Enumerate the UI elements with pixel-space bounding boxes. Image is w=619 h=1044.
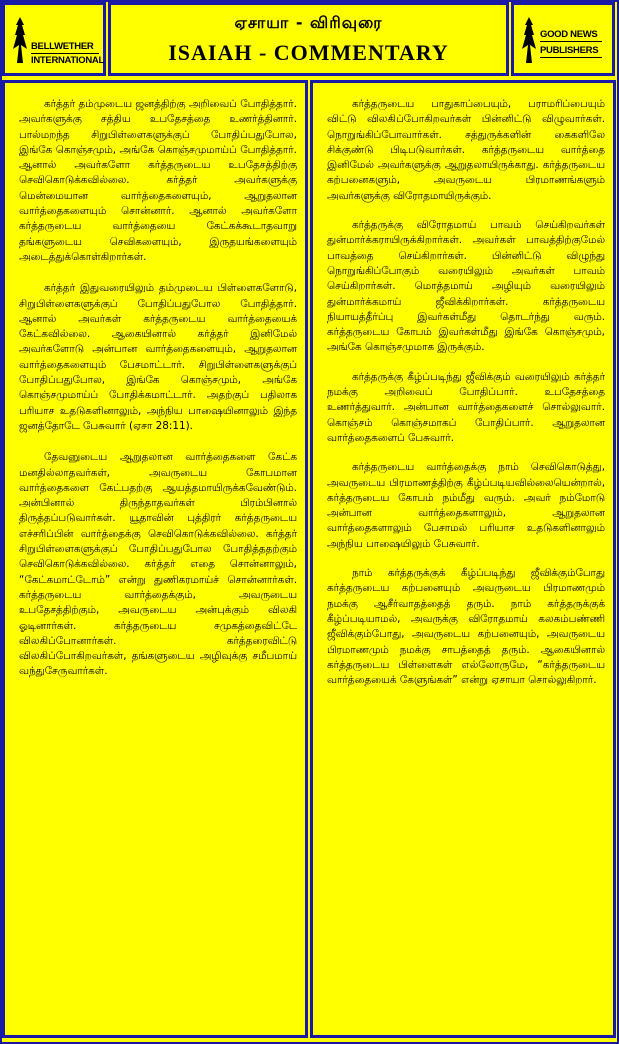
header-title-box xyxy=(108,2,509,76)
good-news-glyph-icon xyxy=(520,15,538,67)
paragraph: கர்த்தருக்கு விரோதமாய் பாவம் செய்கிறவர்கள் துன்மார்க்கராயிருக்கிறார்கள். அவர்கள் பாவத்திற்குமேல் பாவத்தை செய்கிறார்கள். பின்னிட்டு விழுந்து நொறுங்கிப்போகும் வரையிலும் அவர்கள் பாவம் செய்கிறார்கள். மொத்தமாய் அழியும் வரையிலும் துன்மார்க்கமாய் ஜீவிக்கிறார்கள். கர்த்தருடைய நியாயத்தீர்ப்பு இவர்கள்மீது தொடர்ந்து வரும். கர்த்தருடைய கோபம் இவர்கள்மீது இங்கே கொஞ்சமும், அங்கே கொஞ்சமுமாக இருக்கும். xyxy=(327,219,605,354)
good-news-line1: GOOD NEWS xyxy=(540,29,598,40)
bellwether-line2: INTERNATIONAL xyxy=(31,55,104,66)
logo-rule xyxy=(540,41,602,42)
paragraph: கர்த்தர் இதுவரையிலும் தம்முடைய பிள்ளைகளோடு, சிறுபிள்ளைகளுக்குப் போதிப்பதுபோல போதித்தார். ஆனால் அவர்கள் கர்த்தருடைய வார்த்தையைக் கேட்கவில்லை. ஆகையினால் கர்த்தர் இனிமேல் அவர்களோடு அன்பான வார்த்தைகளையும், ஆறுதலான வார்த்தைகளையும் பேசமாட்டார். சிறுபிள்ளைகளுக்குப் போதிப்பதுபோல, இங்கே கொஞ்சமும், அங்கே கொஞ்சமுமாய்ப் போதிக்கமாட்டார். அதற்குப் பதிலாக பரியாச உதடுகளினாலும், அந்நிய பாஷையினாலும் இந்த ஜனத்தோடே பேசுவார் (ஏசா 28:11). xyxy=(19,282,297,432)
left-column xyxy=(2,80,308,1038)
header-right-box xyxy=(511,2,615,76)
bellwether-logo xyxy=(11,15,104,67)
paragraph: நாம் கர்த்தருக்குக் கீழ்ப்படிந்து ஜீவிக்கும்போது கர்த்தருடைய கற்பனையும் அவருடைய பிரமாணமும் நமக்கு ஆசீர்வாதத்தைத் தரும். நாம் கர்த்தருக்குக் கீழ்ப்படியாமல், அவருக்கு விரோதமாய் கலகம்பண்ணி ஜீவிக்கும்போது, அவருடைய கற்பனையும், அவருடைய பிரமாணமும் நமக்கு சாபத்தைத் தரும். ஆகையினால் கர்த்தருடைய பிள்ளைகள் எல்லோருமே, “கர்த்தருடைய வார்த்தையைக் கேளுங்கள்” என்று ஏசாயா சொல்லுகிறார். xyxy=(327,567,605,687)
good-news-line2: PUBLISHERS xyxy=(540,45,599,56)
paragraph: கர்த்தருடைய வார்த்தைக்கு நாம் செவிகொடுத்து, அவருடைய பிரமாணத்திற்கு கீழ்ப்படியவில்லையென்றால், கர்த்தருடைய கோபம் நம்மீது வரும். அவர் நம்மோடு அன்பான வார்த்தைகளாலும், ஆறுதலான வார்த்தைகளாலும் பேசாமல் பரியாச உதடுகளினாலும் அந்நிய பாஷையிலும் பேசுவார். xyxy=(327,461,605,550)
good-news-logo xyxy=(520,15,610,67)
bellwether-glyph-icon xyxy=(11,15,29,67)
paragraph: கர்த்தருடைய பாதுகாப்பையும், பராமரிப்பையும் விட்டு விலகிப்போகிறவர்கள் பின்னிட்டு விழுவார்கள். நொறுங்கிப்போவார்கள். சத்துருக்களின் கைகளிலே சிக்குண்டு பிடிபடுவார்கள். கர்த்தருடைய வார்த்தை இனிமேல் அவர்களுக்கு ஆறுதலாயிருக்காது. கர்த்தருடைய கற்பனைகளும், அவருடைய பிரமாணங்களும் அவர்களுக்கு விரோதமாயிருக்கும். xyxy=(327,98,605,202)
paragraph: கர்த்தருக்கு கீழ்ப்படிந்து ஜீவிக்கும் வரையிலும் கர்த்தர் நமக்கு அறிவைப் போதிப்பார். உபதேசத்தை உணர்த்துவார். அன்பான வார்த்தைகளைச் சொல்லுவார். கொஞ்சம் கொஞ்சமாகப் போதிப்பார். ஆறுதலான வார்த்தைகளைப் பேசுவார். xyxy=(327,370,605,444)
header-left-box xyxy=(2,2,106,76)
paragraph: தேவனுடைய ஆறுதலான வார்த்தைகளை கேட்க மனதில்லாதவர்கள், அவருடைய கோபமான வார்த்தைகளை கேட்பதற்கு ஆயத்தமாயிருக்கவேண்டும். அன்பினால் திருந்தாதவர்கள் பிரம்பினால் திருத்தப்படுவார்கள். யூதாவின் புத்திரர் கர்த்தருடைய எச்சரிப்பின் வார்த்தைக்கு செவிகொடுக்கவில்லை. கர்த்தர் சிறுபிள்ளைகளுக்குப் போதிப்பதுபோல போதித்ததற்கும் செவிகொடுக்கவில்லை. கர்த்தர் எதை சொன்னாலும், “கேட்கமாட்டோம்” என்று துணிகரமாய்ச் சொன்னார்கள். கர்த்தருடைய வார்த்தைக்கும், அவருடைய உபதேசத்திற்கும், அவருடைய அன்புக்கும் விலகி ஓடினார்கள். கர்த்தருடைய சமுகத்தைவிட்டே விலகிப்போனார்கள். கர்த்தரைவிட்டு விலகிப்போகிறவர்கள், தங்களுடைய அழிவுக்கு சமீபமாய் வந்துசேருவார்கள். xyxy=(19,451,297,678)
title-tamil: ஏசாயா - விரிவுரை xyxy=(234,13,383,32)
paragraph: கர்த்தர் தம்முடைய ஜனத்திற்கு அறிவைப் போதித்தார். அவர்களுக்கு சத்திய உபதேசத்தை உணர்த்தினார். பால்மறந்த சிறுபிள்ளைகளுக்குப் போதிப்பதுபோல, இங்கே கொஞ்சமும், அங்கே கொஞ்சமுமாய்ப் போதித்தார். ஆனால் அவர்களோ கர்த்தருடைய உபதேசத்திற்கு செவிகொடுக்கவில்லை. கர்த்தர் அவர்களுக்கு மென்மையான வார்த்தைகளையும், ஆறுதலான வார்த்தைகளையும் சொன்னார். ஆனால் அவர்களோ கர்த்தருடைய வார்த்தையை கேட்கக்கூடாதவாறு தங்களுடைய செவிகளையும், இருதயங்களையும் அடைத்துக்கொள்கிறார்கள். xyxy=(19,98,297,263)
bellwether-line1: BELLWETHER xyxy=(31,41,94,52)
logo-rule xyxy=(540,57,602,58)
title-english: ISAIAH - COMMENTARY xyxy=(168,40,449,65)
logo-rule xyxy=(31,53,99,54)
right-column xyxy=(310,80,616,1038)
